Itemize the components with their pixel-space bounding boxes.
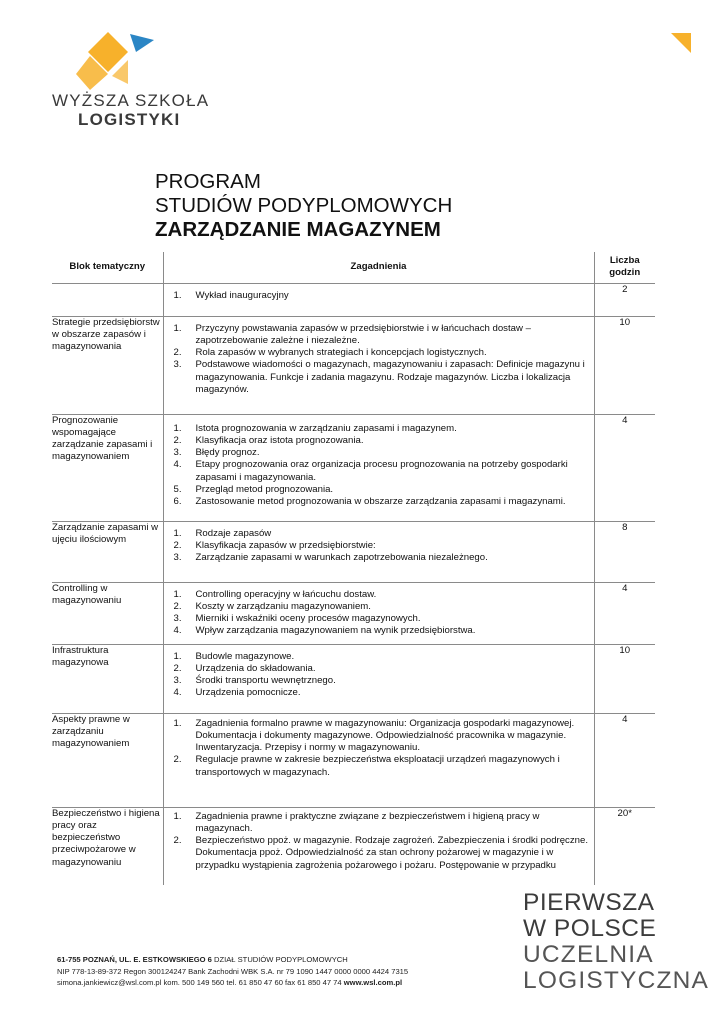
item-text: Zarządzanie zapasami w warunkach zapotrzebowania niezależnego. <box>195 552 488 564</box>
list-item <box>164 435 594 447</box>
topics-list <box>164 423 594 509</box>
logo-text-line1: WYŻSZA SZKOŁA <box>52 91 210 110</box>
logo-text-line2: LOGISTYKI <box>78 110 181 129</box>
table-row <box>52 644 655 713</box>
list-item <box>164 811 594 836</box>
slogan-line4: LOGISTYCZNA <box>523 967 710 994</box>
table-row <box>52 283 655 316</box>
topics-list <box>164 651 594 700</box>
hours-value: 10 <box>594 316 655 414</box>
item-number: 2. <box>173 662 182 674</box>
item-text: Podstawowe wiadomości o magazynach, magazynowaniu i zapasach: Definicje magazynu i magazynowania. Funkcje i zadania magazynu. Rodzaje magazynów. Liczba i lokalizacja magazynów. <box>195 359 585 396</box>
program-table <box>52 252 655 885</box>
table-body <box>52 283 655 885</box>
list-item <box>164 651 594 663</box>
hours-value: 4 <box>594 713 655 807</box>
program-title <box>155 170 452 242</box>
slogan <box>523 890 709 994</box>
list-item <box>164 528 594 540</box>
item-text: Klasyfikacja oraz istota prognozowania. <box>195 434 364 446</box>
topics-cell <box>163 283 594 316</box>
topics-cell <box>163 316 594 414</box>
item-number: 5. <box>173 484 182 496</box>
slogan-line3: UCZELNIA <box>523 941 654 968</box>
list-item <box>164 359 594 396</box>
block-name: Prognozowanie wspomagające zarządzanie zapasami i magazynowaniem <box>52 414 163 521</box>
item-number: 1. <box>173 289 182 301</box>
topics-cell <box>163 644 594 713</box>
list-item <box>164 754 594 779</box>
list-item <box>164 552 594 564</box>
item-number: 3. <box>173 675 182 687</box>
item-number: 2. <box>173 754 182 766</box>
item-number: 3. <box>173 613 182 625</box>
topics-cell <box>163 582 594 644</box>
list-item <box>164 447 594 459</box>
list-item <box>164 835 594 872</box>
hours-value: 10 <box>594 644 655 713</box>
item-number: 1. <box>173 588 182 600</box>
table-row <box>52 807 655 885</box>
item-text: Klasyfikacja zapasów w przedsiębiorstwie: <box>195 539 376 551</box>
block-name: Aspekty prawne w zarządzaniu magazynowaniem <box>52 713 163 807</box>
item-text: Zagadnienia prawne i praktyczne związane z bezpieczeństwem i higieną pracy w magazynach. <box>195 810 540 834</box>
item-number: 4. <box>173 687 182 699</box>
item-text: Środki transportu wewnętrznego. <box>195 675 336 687</box>
topics-list <box>164 528 594 565</box>
hours-value: 4 <box>594 414 655 521</box>
school-logo <box>50 32 210 90</box>
item-number: 4. <box>173 459 182 471</box>
topics-cell <box>163 807 594 885</box>
item-text: Bezpieczeństwo ppoż. w magazynie. Rodzaje zagrożeń. Zabezpieczenia i środki podręczne. Dokumentacja ppoż. Odpowiedzialność za stan ochrony pożarowej w magazynie i w przypadku wystąpienia zagrożenia pożarowego i pożaru. Postępowanie w przypadku <box>195 835 588 871</box>
item-number: 3. <box>173 359 182 371</box>
list-item <box>164 323 594 348</box>
item-text: Budowle magazynowe. <box>195 650 295 662</box>
item-text: Błędy prognoz. <box>195 447 260 459</box>
item-number: 4. <box>173 625 182 637</box>
item-number: 2. <box>173 434 182 446</box>
item-number: 1. <box>173 422 182 434</box>
item-number: 6. <box>173 496 182 508</box>
title-line3: ZARZĄDZANIE MAGAZYNEM <box>155 218 441 241</box>
item-text: Mierniki i wskaźniki oceny procesów magazynowych. <box>195 613 421 625</box>
item-text: Rodzaje zapasów <box>195 527 272 539</box>
item-text: Istota prognozowania w zarządzaniu zapasami i magazynem. <box>195 422 457 434</box>
item-number: 1. <box>173 810 182 822</box>
list-item <box>164 625 594 637</box>
list-item <box>164 347 594 359</box>
block-name: Controlling w magazynowaniu <box>52 582 163 644</box>
list-item <box>164 589 594 601</box>
item-number: 2. <box>173 347 182 359</box>
topics-list <box>164 290 594 302</box>
list-item <box>164 496 594 508</box>
topics-list <box>164 718 594 779</box>
table-row <box>52 316 655 414</box>
item-number: 1. <box>173 650 182 662</box>
item-text: Rola zapasów w wybranych strategiach i koncepcjach logistycznych. <box>195 347 487 359</box>
list-item <box>164 601 594 613</box>
item-text: Koszty w zarządzaniu magazynowaniem. <box>195 600 371 612</box>
item-text: Wykład inauguracyjny <box>195 289 289 301</box>
hours-value: 20* <box>594 807 655 885</box>
title-line2: STUDIÓW PODYPLOMOWYCH <box>155 194 453 217</box>
list-item <box>164 540 594 552</box>
item-text: Przegląd metod prognozowania. <box>195 484 334 496</box>
hours-value: 4 <box>594 582 655 644</box>
topics-list <box>164 589 594 638</box>
footer-company-info: NIP 778-13-89-372 Regon 300124247 Bank Zachodni WBK S.A. nr 79 1090 1447 0000 0000 4424 7315 <box>57 966 409 976</box>
list-item <box>164 687 594 699</box>
item-text: Urządzenia pomocnicze. <box>195 687 301 699</box>
item-text: Przyczyny powstawania zapasów w przedsiębiorstwie i w łańcuchach dostaw – zapotrzebowanie zależne i niezależne. <box>195 322 531 346</box>
topics-cell <box>163 713 594 807</box>
item-number: 2. <box>173 835 182 847</box>
item-text: Wpływ zarządzania magazynowaniem na wynik przedsiębiorstwa. <box>195 625 476 637</box>
footer-contact: simona.jankiewicz@wsl.com.pl kom. 500 149 560 tel. 61 850 47 60 fax 61 850 47 74 <box>57 978 344 987</box>
title-line1: PROGRAM <box>155 170 261 193</box>
block-name <box>52 283 163 316</box>
slogan-line2: W POLSCE <box>523 915 657 942</box>
list-item <box>164 290 594 302</box>
item-text: Zastosowanie metod prognozowania w obszarze zarządzania zapasami i magazynami. <box>195 496 566 508</box>
block-name: Zarządzanie zapasami w ujęciu ilościowym <box>52 521 163 582</box>
item-text: Etapy prognozowania oraz organizacja procesu prognozowania na potrzeby gospodarki zapasami i magazynowania. <box>195 459 568 483</box>
hours-value: 2 <box>594 283 655 316</box>
item-text: Regulacje prawne w zakresie bezpieczeństwa eksploatacji urządzeń magazynowych i transportowych w magazynach. <box>195 754 560 778</box>
topics-list <box>164 811 594 872</box>
corner-triangle-icon <box>671 33 691 58</box>
footer-department: DZIAŁ STUDIÓW PODYPLOMOWYCH <box>211 955 348 964</box>
item-number: 2. <box>173 539 182 551</box>
topics-cell <box>163 521 594 582</box>
header-hours: Liczba godzin <box>609 255 641 279</box>
item-number: 1. <box>173 527 182 539</box>
footer <box>57 954 408 989</box>
list-item <box>164 484 594 496</box>
item-number: 1. <box>173 717 182 729</box>
list-item <box>164 718 594 755</box>
slogan-line1: PIERWSZA <box>523 889 655 916</box>
item-text: Urządzenia do składowania. <box>195 662 316 674</box>
topics-cell <box>163 414 594 521</box>
footer-website: www.wsl.com.pl <box>343 978 403 987</box>
footer-address: 61-755 POZNAŃ, UL. E. ESTKOWSKIEGO 6 <box>57 955 212 964</box>
hours-value: 8 <box>594 521 655 582</box>
item-text: Zagadnienia formalno prawne w magazynowaniu: Organizacja gospodarki magazynowej. Dokumentacja i dokumenty magazynowe. Odpowiedzialność pracownika w magazynie. Inwentaryzacja. Przepisy i normy w magazynowaniu. <box>195 717 575 754</box>
list-item <box>164 459 594 484</box>
table-row <box>52 521 655 582</box>
block-name: Bezpieczeństwo i higiena pracy oraz bezpieczeństwo przeciwpożarowe w magazynowaniu <box>52 807 163 885</box>
logo-emblem-icon <box>50 32 210 90</box>
list-item <box>164 423 594 435</box>
item-number: 3. <box>173 447 182 459</box>
topics-list <box>164 323 594 397</box>
block-name: Infrastruktura magazynowa <box>52 644 163 713</box>
table-row <box>52 582 655 644</box>
list-item <box>164 663 594 675</box>
item-number: 2. <box>173 600 182 612</box>
list-item <box>164 675 594 687</box>
item-number: 3. <box>173 552 182 564</box>
header-block: Blok tematyczny <box>52 252 163 283</box>
item-number: 1. <box>173 322 182 334</box>
block-name: Strategie przedsiębiorstw w obszarze zapasów i magazynowania <box>52 316 163 414</box>
header-topics: Zagadnienia <box>163 252 594 283</box>
table-row <box>52 414 655 521</box>
item-text: Controlling operacyjny w łańcuchu dostaw. <box>195 588 377 600</box>
list-item <box>164 613 594 625</box>
table-row <box>52 713 655 807</box>
